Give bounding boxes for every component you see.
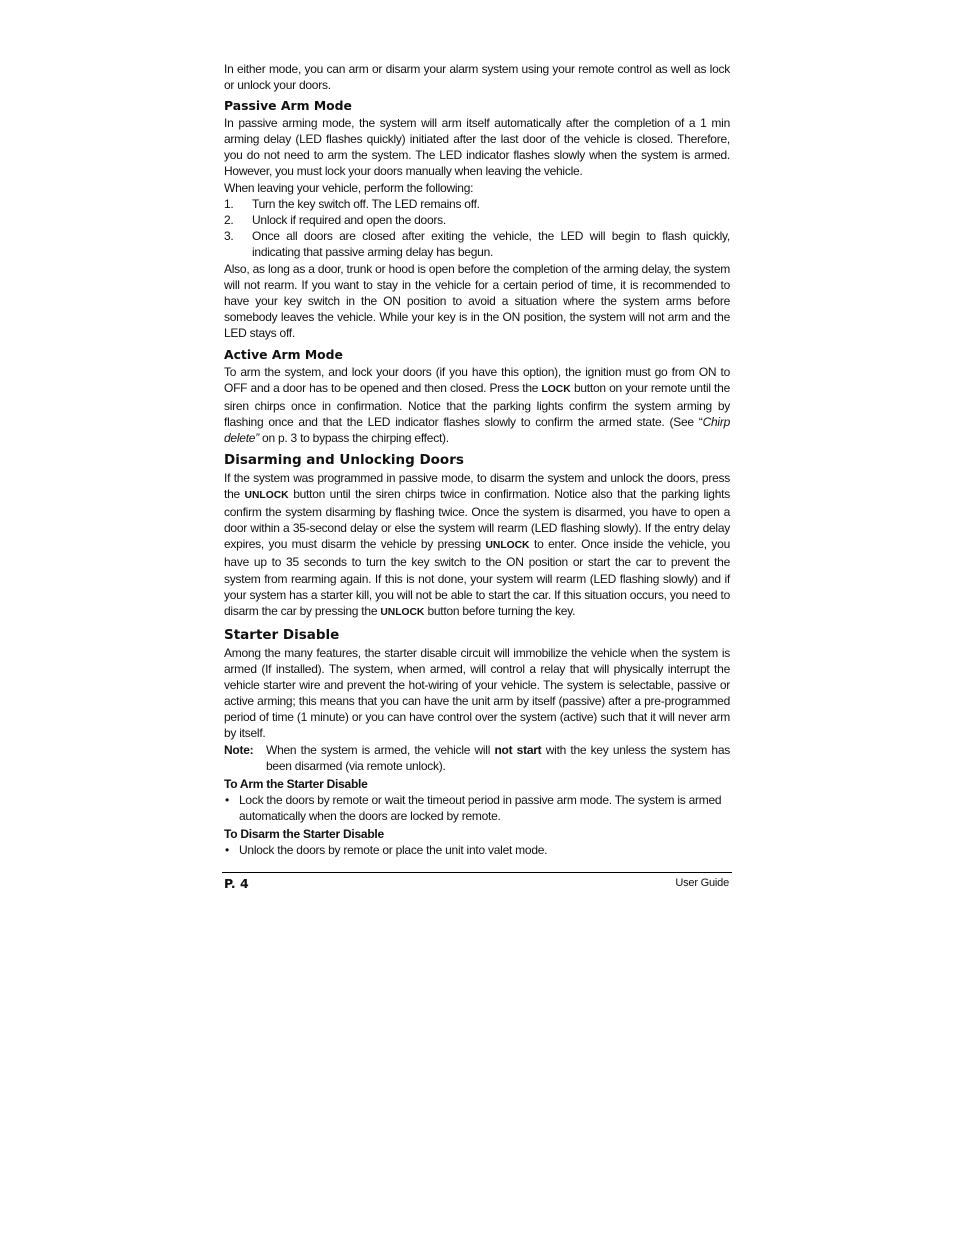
text-run: If the system was programmed in passive mode, to disarm the system and unlock the doors, press the [224,470,730,502]
chirp-delete-reference: Chirp delete” [224,414,730,445]
leaving-instruction: When leaving your vehicle, perform the following: [224,180,474,195]
active-arm-paragraph [224,364,730,446]
not-start-emphasis: not start [494,743,542,758]
document-body [224,61,730,858]
passive-after-paragraph: Also, as long as a door, trunk or hood is open before the completion of the arming delay, the system will not rearm. If you want to stay in the vehicle for a certain period of time, it is recommended to have your key switch in the ON position to avoid a situation where the system arms before somebody leaves the vehicle. While your key is in the ON position, the system will not arm and the LED stays off. [224,262,730,341]
bullet-icon: • [225,843,229,858]
bullet-text: Unlock the doors by remote or place the unit into valet mode. [239,843,548,858]
text-run: on p. 3 to bypass the chirping effect). [258,430,449,445]
step-text: Unlock if required and open the doors. [252,212,446,227]
disarming-heading: Disarming and Unlocking Doors [224,451,464,468]
text-run: with the key unless the system has been disarmed (via remote unlock). [266,743,730,774]
text-run: button until the siren chirps twice in confirmation. Notice also that the parking lights confirm the system disarming by flashing twice. Once the system is disarmed, you have to open a door within a 35-second delay or else the system will rearm (LED flashing slowly). If the entry delay expires, you must disarm the vehicle by pressing [224,487,730,552]
lock-keyword: LOCK [541,383,571,395]
arm-starter-heading: To Arm the Starter Disable [224,776,368,791]
text-run: button before turning the key. [424,603,576,618]
passive-arm-paragraph: In passive arming mode, the system will arm itself automatically after the completion of a 1 min arming delay (LED flashes quickly) initiated after the last door of the vehicle is closed. Therefore, you do not need to arm the system. The LED indicator flashes slowly when the system is armed. However, you must lock your doors manually when leaving the vehicle. [224,116,730,179]
text-run: button on your remote until the siren chirps once in confirmation. Notice that the parking lights confirm the system arming by flashing once and that the LED indicator flashes slowly to confirm the armed state. (See “ [224,380,730,429]
active-arm-heading: Active Arm Mode [224,346,343,362]
text-run: to enter. Once inside the vehicle, you have up to 35 seconds to turn the key switch to the ON position or start the car to prevent the system from rearming again. If this is not done, your system will rearm (LED flashing slowly) and if your system has a starter kill, you will not be able to start the car. If this situation occurs, you need to disarm the car by pressing the [224,537,730,618]
text-run: To arm the system, and lock your doors (if you have this option), the ignition must go from ON to OFF and a door has to be opened and then closed. Press the [224,364,730,395]
page-number: P. 4 [224,876,249,891]
list-item [224,228,730,260]
list-item [224,792,730,825]
starter-disable-heading: Starter Disable [224,626,340,643]
footer-title: User Guide [675,877,729,889]
bullet-icon: • [225,793,229,808]
step-text: Once all doors are closed after exiting the vehicle, the LED will begin to flash quickly, indicating that passive arming delay has begun. [252,228,730,259]
list-item [224,212,730,228]
text-run: When the system is armed, the vehicle will [266,743,495,758]
unlock-keyword: UNLOCK [244,490,289,502]
unlock-keyword: UNLOCK [485,540,530,552]
list-item [224,196,730,212]
disarming-paragraph [224,470,730,621]
passive-arm-heading: Passive Arm Mode [224,98,352,114]
step-number: 1. [224,196,234,211]
passive-steps-list [224,196,730,260]
step-text: Turn the key switch off. The LED remains off. [252,196,480,211]
footer-divider [222,872,732,873]
note-block [224,742,730,774]
note-label: Note: [224,743,254,758]
list-item [224,842,730,858]
step-number: 2. [224,212,234,227]
unlock-keyword: UNLOCK [380,606,425,618]
step-number: 3. [224,228,234,243]
starter-disable-paragraph: Among the many features, the starter disable circuit will immobilize the vehicle when the system is armed (If installed). The system, when armed, will control a relay that will physically interrupt the vehicle starter wire and prevent the hot-wiring of your vehicle. The system is selectable, passive or active arming; this means that you can have the unit arm by itself (passive) after a pre-programmed period of time (1 minute) or you can have control over the system (active) such that it will never arm by itself. [224,645,730,741]
note-text [266,742,730,774]
bullet-text: Lock the doors by remote or wait the timeout period in passive arm mode. The system is armed automatically when the doors are locked by remote. [239,793,722,824]
intro-paragraph: In either mode, you can arm or disarm your alarm system using your remote control as well as lock or unlock your doors. [224,62,730,93]
disarm-starter-heading: To Disarm the Starter Disable [224,826,384,841]
